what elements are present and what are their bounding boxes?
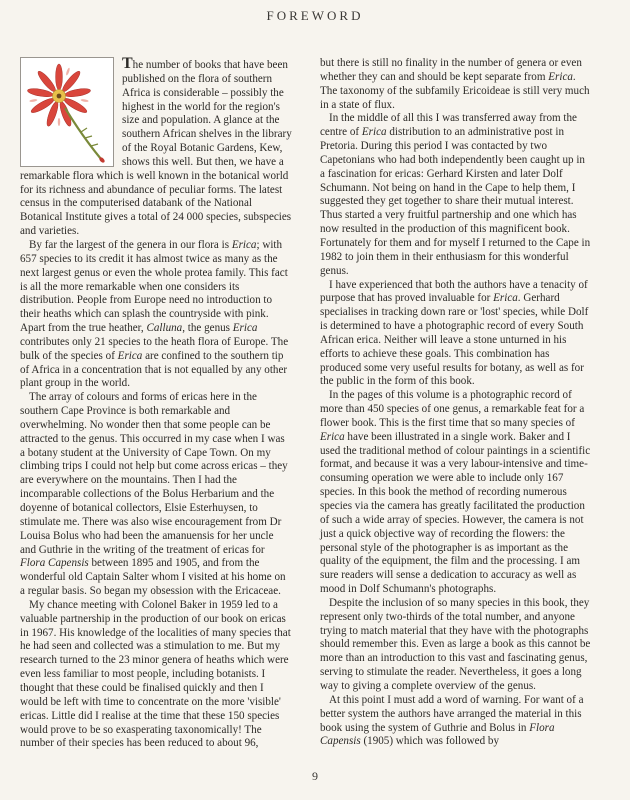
erica-flower-icon [21,58,113,166]
left-paragraph-4: My chance meeting with Colonel Baker in 1959 led to a valuable partnership in the production of our book on ericas in 1967. His knowledge of the localities of many species that he had seen and collected was a stimulation to me. But my research turned to the 23 minor genera of heaths which were even less familiar to most people, including botanists. I thought that these could be finalised quickly and then I would be left with time to concentrate on the more 'visible' ericas. Little did I realise at the time that these 150 species would prove to be so exasperating taxonomically! The number of their species has been reduced to about 96, [20,598,291,750]
page-title: FOREWORD [266,8,364,23]
drop-cap: T [122,55,133,72]
right-column [320,57,592,749]
page-number: 9 [312,769,318,783]
right-paragraph-5: Despite the inclusion of so many species in this book, they represent only two-thirds of the total number, and anyone trying to match material that they have with the photographs should remember this. Even as large a book as this cannot be more than an introduction to this vast and fascinating genus, serving to stimulate the reader. Nevertheless, it goes a long way to giving a complete overview of the genus. [320,596,591,692]
right-paragraph-2: In the middle of all this I was transferred away from the centre of Erica distribution to an administrative post in Pretoria. During this period I was contacted by two Capetonians who had both independently been caught up in a fascination for ericas: Gerhard Kirsten and later Dolf Schumann. Not being on hand in the Cape to help them, I suggested they get together to share their mutual interest. Thus started a very fruitful partnership and one which has now resulted in the production of this magnificent book. Fortunately for them and for myself I returned to the Cape in 1982 to join them in their enthusiasm for this wonderful genus. [320,112,591,277]
left-paragraph-1: The number of books that have been published on the flora of southern Africa is considerable – possibly the highest in the world for the region's size and population. A glance at the southern African shelves in the library of the Royal Botanic Gardens, Kew, shows this well. But then, we have a remarkable flora which is well known in the botanical world for its richness and abundance of peculiar forms. The latest census in the computerised databank of the National Botanical Institute gives a total of 24 000 species, subspecies and varieties. [20,55,292,238]
right-paragraph-1: but there is still no finality in the number of genera or even whether they can and should be kept separate from Erica. The taxonomy of the subfamily Ericoideae is still very much in a state of flux. [320,57,590,111]
left-paragraph-2: By far the largest of the genera in our flora is Erica; with 657 species to its credit it has almost twice as many as the next largest genus or even the whole protea family. This fact is all the more remarkable when one considers its distribution. People from Europe need no introduction to their heaths which can splash the countryside with pink. Apart from the true heather, Calluna, the genus Erica contributes only 21 species to the heath flora of Europe. The bulk of the species of Erica are confined to the southern tip of Africa in a concentration that is not equalled by any other plant group in the world. [20,238,289,390]
left-paragraph-3: The array of colours and forms of ericas here in the southern Cape Province is both remarkable and overwhelming. No wonder then that some people can be attracted to the genus. This occurred in my case when I was a botany student at the University of Cape Town. On my climbing trips I could not help but come across ericas – they are everywhere on the mountains. Then I had the incomparable collections of the Bolus Herbarium and the doyenne of botanical collectors, Elsie Esterhuysen, to stimulate me. There was also wise encouragement from Dr Louisa Bolus who had been the amanuensis for her uncle and Guthrie in the writing of the treatment of ericas for Flora Capensis between 1895 and 1905, and from the wonderful old Captain Salter whom I visited at his home on a regular basis. So began my obsession with the Ericaceae. [20,391,288,598]
erica-flower-illustration [20,57,114,167]
right-paragraph-6: At this point I must add a word of warning. For want of a better system the authors have arranged the material in this book using the system of Guthrie and Bolus in Flora Capensis (1905) which was followed by [320,693,584,748]
right-paragraph-3: I have experienced that both the authors have a tenacity of purpose that has proved invaluable for Erica. Gerhard specialises in tracking down rare or 'lost' species, while Dolf is determined to have a photographic record of every South African erica. Neither will leave a stone unturned in his efforts to achieve these goals. This combination has produced some very useful results for botany, as well as for the public in the form of this book. [320,278,589,388]
left-column [20,57,292,751]
right-paragraph-4: In the pages of this volume is a photographic record of more than 450 species of one genus, a remarkable feat for a flower book. This is the first time that so many species of Erica have been illustrated in a single work. Baker and I used the traditional method of colour paintings in a scientific format, and because it was a very labour-intensive and time-consuming operation we were able to include only 167 species. In this book the method of recording numerous species via the camera has greatly facilitated the production of such a wide array of species. However, the camera is not just a quick objective way of recording the flowers: the personal style of the photographer is as important as the quality of the equipment, the film and the processing. I am sure readers will sense a dedication to accuracy as well as mood in Dolf Schumann's photographs. [320,389,591,596]
